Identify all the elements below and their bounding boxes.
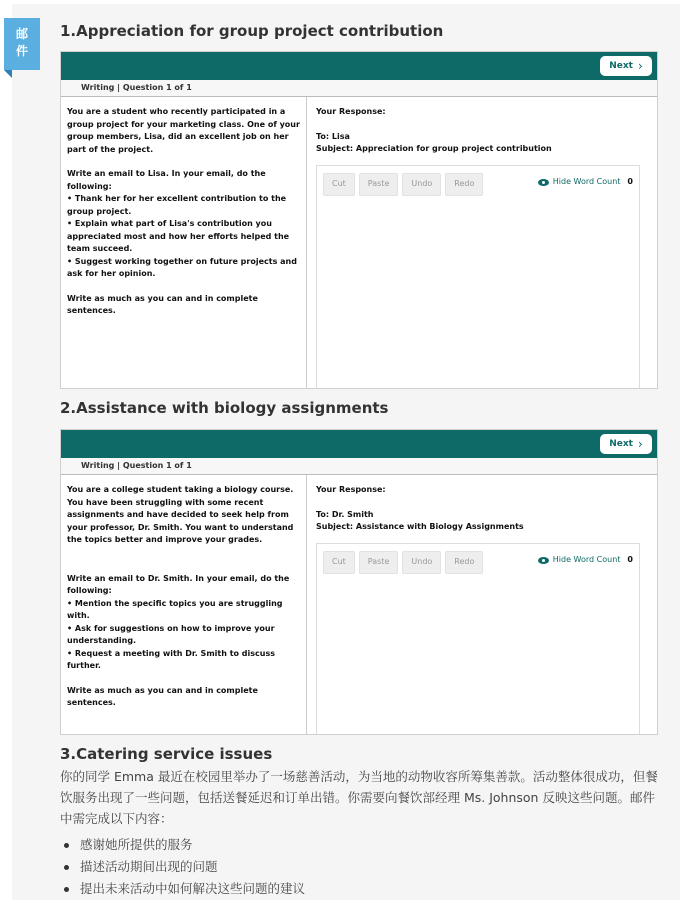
- hide-word-count-toggle[interactable]: Hide Word Count 0: [538, 554, 633, 567]
- list-item: 提出未来活动中如何解决这些问题的建议: [60, 878, 305, 900]
- email-to: To: Dr. Smith: [316, 509, 374, 519]
- chevron-right-icon: ›: [637, 59, 643, 73]
- editor-toolbar: [323, 551, 483, 574]
- prompt-pane: [61, 475, 307, 735]
- category-tag: [4, 18, 40, 70]
- prompt-paragraph: Write an email to Dr. Smith. In your email, do the following: • Mention the specific topics you are struggling with. • Ask for suggestions on how to improve your understanding. • Request a meeting with Dr. Smith to discuss further.: [67, 573, 290, 670]
- chevron-right-icon: ›: [637, 437, 643, 451]
- word-count: 0: [627, 555, 633, 564]
- paste-button[interactable]: Paste: [359, 173, 399, 196]
- cut-button[interactable]: Cut: [323, 173, 355, 196]
- tag-fold: [4, 70, 12, 78]
- redo-button[interactable]: Redo: [445, 173, 483, 196]
- tag-line-2: 件: [15, 44, 28, 58]
- prompt-pane: [61, 97, 307, 389]
- top-bar: [61, 52, 657, 80]
- hide-word-count-toggle[interactable]: Hide Word Count 0: [538, 176, 633, 189]
- writing-screen-2: [60, 429, 658, 735]
- section-3-description: 你的同学 Emma 最近在校园里举办了一场慈善活动，为当地的动物收容所筹集善款。活动整体很成功，但餐饮服务出现了一些问题，包括送餐延迟和订单出错。你需要向餐饮部经理 Ms. Johnson 反映这些问题。邮件中需完成以下内容：: [60, 769, 658, 826]
- email-subject: Subject: Appreciation for group project contribution: [316, 144, 552, 153]
- tag-line-1: 邮: [15, 27, 28, 41]
- list-item: 感谢她所提供的服务: [60, 834, 305, 856]
- redo-button[interactable]: Redo: [445, 551, 483, 574]
- eye-icon: [538, 179, 549, 186]
- writing-screen-1: [60, 51, 658, 389]
- section-1-title: 1.Appreciation for group project contribution: [60, 22, 444, 40]
- paste-button[interactable]: Paste: [359, 551, 399, 574]
- list-item: 描述活动期间出现的问题: [60, 856, 305, 878]
- section-3-title: 3.Catering service issues: [60, 745, 273, 763]
- response-editor[interactable]: [316, 165, 640, 389]
- prompt-paragraph: Write as much as you can and in complete sentences.: [67, 293, 258, 315]
- editor-toolbar: [323, 173, 483, 196]
- response-editor[interactable]: [316, 543, 640, 735]
- response-label: Your Response:: [316, 485, 386, 494]
- prompt-paragraph: Write an email to Lisa. In your email, do the following: • Thank her for her excellent contribution to the group project. • Explain what part of Lisa's contribution you appreciated most and how her efforts helped the team succeed. • Suggest working together on future projects and ask for her opinion.: [67, 169, 297, 278]
- word-count: 0: [627, 177, 633, 186]
- eye-icon: [538, 557, 549, 564]
- email-to: To: Lisa: [316, 131, 350, 141]
- response-pane: [308, 475, 657, 735]
- top-bar: [61, 430, 657, 458]
- prompt-paragraph: You are a college student taking a biology course. You have been struggling with some recent assignments and have decided to seek help from your professor, Dr. Smith. You want to understand the topics better and improve your grades.: [67, 485, 294, 544]
- response-pane: [308, 97, 657, 389]
- undo-button[interactable]: Undo: [402, 551, 441, 574]
- cut-button[interactable]: Cut: [323, 551, 355, 574]
- email-subject: Subject: Assistance with Biology Assignments: [316, 522, 524, 531]
- prompt-paragraph: Write as much as you can and in complete sentences.: [67, 685, 258, 707]
- undo-button[interactable]: Undo: [402, 173, 441, 196]
- panes: [61, 475, 657, 735]
- response-label: Your Response:: [316, 107, 386, 116]
- question-bar: Writing | Question 1 of 1: [61, 458, 657, 475]
- prompt-paragraph: You are a student who recently participated in a group project for your marketing class. One of your group members, Lisa, did an excellent job on her part of the project.: [67, 107, 300, 154]
- panes: [61, 97, 657, 389]
- section-2-title: 2.Assistance with biology assignments: [60, 399, 389, 417]
- next-button[interactable]: Next ›: [599, 55, 653, 77]
- next-button[interactable]: Next ›: [599, 433, 653, 455]
- question-bar: Writing | Question 1 of 1: [61, 80, 657, 97]
- section-3-bullets: [60, 834, 305, 900]
